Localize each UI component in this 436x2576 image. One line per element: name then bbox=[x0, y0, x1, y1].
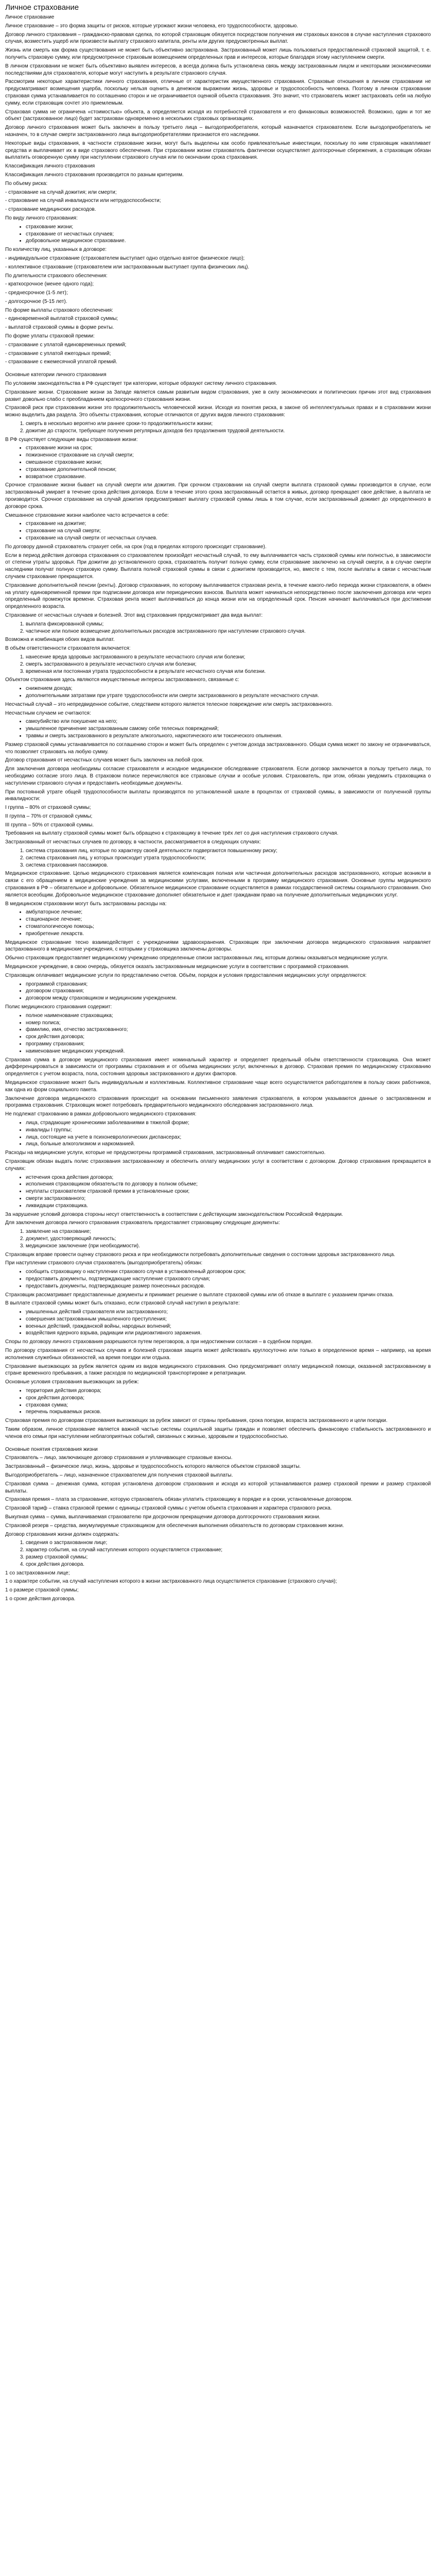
paragraph: Медицинское страхование тесно взаимодействует с учреждениями здравоохранения. Страховщик при заключении договора медицинского страхования направляет застрахованного в медицинские учреждения, с которыми у страховщика заключены договоры. bbox=[5, 939, 431, 953]
bulleted-list bbox=[5, 224, 431, 245]
list-item: • ликвидации страховщика. bbox=[26, 1202, 431, 1210]
list-item: • страхование дополнительной пенсии; bbox=[26, 466, 431, 473]
list-item: • военных действий, гражданской войны, народных волнений; bbox=[26, 1323, 431, 1330]
list-item: 2. система страхования лиц, у которых происходит утрата трудоспособности; bbox=[26, 855, 431, 862]
bulleted-list bbox=[5, 685, 431, 700]
list-item: 4. срок действия договора. bbox=[26, 1561, 431, 1568]
bulleted-list bbox=[5, 1174, 431, 1210]
paragraph: I группа – 80% от страховой суммы; bbox=[5, 805, 91, 811]
list-item: 3. система страхования пассажиров. bbox=[26, 862, 431, 869]
list-item: 2. документ, удостоверяющий личность; bbox=[26, 1235, 431, 1243]
list-item: 2. характер события, на случай наступления которого осуществляется страхование; bbox=[26, 1547, 431, 1554]
paragraph: Договор страхования от несчастных случаев может быть заключен на любой срок. bbox=[5, 757, 204, 764]
paragraph: По договору страхования от несчастных случаев и болезней страховая защита может действовать круглосуточно или только в определенное время – например, на время исполнения служебных обязанностей, на время поездки или отдыха. bbox=[5, 1348, 431, 1361]
list-item: 3. размер страховой суммы; bbox=[26, 1554, 431, 1561]
paragraph: По договору данной страхователь страхует себя, на срок (год в пределах которого происходит страхование). bbox=[5, 544, 267, 550]
section-spacer bbox=[5, 1442, 431, 1446]
list-item: • программу страхования; bbox=[26, 1041, 431, 1048]
paragraph: - страхование с уплатой единовременных премий; bbox=[5, 342, 127, 348]
numbered-list bbox=[5, 848, 431, 869]
paragraph: III группа – 50% от страховой суммы. bbox=[5, 822, 94, 828]
paragraph: Рассмотрим некоторые характеристики личного страхования, отличные от характеристик имущественного страхования. Страховые отношения в личном страховании не предусматривают возмещения ущерба, поскольку нельзя оценить в денежном выражении жизнь, здоровье и трудоспособность человека. Поэтому в личном страховании страховая сумма устанавливается по соглашению сторон и не ограничивается оценкой объекта страхования. Это значит, что страхователь может застраховать себя на любую сумму, если страховщик сочтет это приемлемым. bbox=[5, 79, 431, 106]
paragraph: Страховщик рассматривает предоставленные документы и принимает решение о выплате страховой суммы или об отказе в выплате с указанием причин отказа. bbox=[5, 1292, 394, 1298]
paragraph: Полис медицинского страхования содержит: bbox=[5, 1004, 112, 1010]
list-item: • амбулаторное лечение; bbox=[26, 909, 431, 916]
paragraph: Для заключения договора необходимы согласие страхователя и исходное медицинское обследование страхователя. Если договор заключается в пользу третьего лица, то необходимо согласие этого лица. В страховом полисе перечисляются все страховые случаи и особые условия. Страхователь, при этом, обязан уведомить страховщика о наступлении страхового случая и предоставить необходимые документы. bbox=[5, 766, 431, 786]
paragraph: Страховая премия по договорам страхования выезжающих за рубеж зависит от страны пребывания, срока поездки, возраста застрахованного и цели поездки. bbox=[5, 1418, 388, 1424]
paragraph: По длительности страхового обеспечения: bbox=[5, 273, 108, 279]
bulleted-list bbox=[5, 1012, 431, 1055]
list-item: • договором страхования; bbox=[26, 988, 431, 995]
paragraph: Страхователь – лицо, заключающее договор страхования и уплачивающее страховые взносы. bbox=[5, 1455, 233, 1461]
numbered-list bbox=[5, 621, 431, 635]
paragraph: Расходы на медицинские услуги, которые не предусмотрены программой страхования, застрахованный оплачивает самостоятельно. bbox=[5, 1150, 326, 1156]
list-item: 1. сведения о застрахованном лице; bbox=[26, 1539, 431, 1547]
list-item: • стоматологическую помощь; bbox=[26, 923, 431, 930]
paragraph: Медицинское страхование. Целью медицинского страхования является компенсация полная или частичная дополнительных расходов застрахованного, которые возникли в связи с его обращением в медицинские учреждения за медицинскими услугами, включенными в программу медицинского страхования. Основные группы медицинского страхования в РФ – обязательное и добровольное. Обязательное медицинское страхование осуществляется в рамках государственной системы социального страхования. Оно является всеобщим. Добровольное медицинское страхование дополняет обязательное и дает гражданам право на получение дополнительных медицинских услуг. bbox=[5, 871, 431, 898]
paragraph: II группа – 70% от страховой суммы; bbox=[5, 813, 93, 819]
paragraph: Страховая сумма – денежная сумма, которая установлена договором страхования и исходя из которой устанавливаются размер страховой премии и размер страховой выплаты. bbox=[5, 1481, 431, 1494]
list-item: • страхование на дожитие; bbox=[26, 520, 431, 528]
paragraph: - единовременной выплатой страховой суммы; bbox=[5, 316, 118, 322]
paragraph: - долгосрочное (5-15 лет). bbox=[5, 298, 67, 304]
paragraph: Медицинское учреждение, в свою очередь, обязуется оказать застрахованным медицинские услуги в соответствии с программой страхования. bbox=[5, 964, 350, 970]
paragraph: Споры по договору личного страхования разрешаются путем переговоров, а при недостижении согласия – в судебном порядке. bbox=[5, 1339, 313, 1345]
paragraph: Если в период действия договора страхования со страхователем произойдет несчастный случай, то ему выплачивается часть страховой суммы или полностью, в зависимости от степени утраты здоровья. При дожитии до установленного срока, страхователь получит полную сумму, если страхование заключено на случай смерти, а в случае смерти наследники получат полную страховую сумму. Выплата полной страховой суммы в связи с дожитием производится, но, вместе с тем, после выплаты в связи с несчастным случаем страхование прекращается. bbox=[5, 552, 431, 580]
list-item: • исполнения страховщиком обязательств по договору в полном объеме; bbox=[26, 1181, 431, 1188]
list-item: 2. дожитие до старости, требующее получения регулярных доходов без продолжения трудовой деятельности. bbox=[26, 428, 431, 435]
paragraph: - страхование с уплатой ежегодных премий; bbox=[5, 350, 111, 357]
paragraph: Страховой риск при страховании жизни это продолжительность человеческой жизни. Исходя из понятия риска, в законе об интеллектуальных правах и в страховании жизни можно выделить два раздела. Это объекты страхования, которые отличаются от других видов личного страхования: bbox=[5, 405, 431, 418]
list-item: • воздействия ядерного взрыва, радиации или радиоактивного заражения. bbox=[26, 1330, 431, 1337]
paragraph: Для заключения договора личного страхования страхователь предоставляет страховщику следующие документы: bbox=[5, 1220, 280, 1226]
bulleted-list bbox=[5, 1268, 431, 1290]
paragraph: Требования на выплату страховой суммы может быть обращено к страховщику в течение трёх лет со дня наступления страхового случая. bbox=[5, 831, 339, 837]
list-item: • предоставить документы, подтверждающие наступление страхового случая; bbox=[26, 1276, 431, 1283]
paragraph: В выплате страховой суммы может быть отказано, если страховой случай наступил в результате: bbox=[5, 1300, 240, 1307]
list-item: • неуплаты страхователем страховой премии в установленные сроки; bbox=[26, 1188, 431, 1195]
paragraph: 1 о характере событии, на случай наступления которого в жизни застрахованного лица осуществляется страхование (страхового случая); bbox=[5, 1579, 337, 1585]
list-item: • смешанное страхование жизни; bbox=[26, 459, 431, 466]
paragraph: 1 о сроке действия договора. bbox=[5, 1596, 76, 1602]
paragraph: Заключение договора медицинского страхования происходит на основании письменного заявления страхователя, в котором указываются данные о застрахованном и программа страхования. Страховщик может потребовать предварительного медицинского обследования застрахованного лица. bbox=[5, 1095, 431, 1109]
paragraph: 1 о размере страховой суммы; bbox=[5, 1587, 79, 1594]
list-item: • смерти застрахованного; bbox=[26, 1195, 431, 1202]
paragraph: 1 со застрахованном лице; bbox=[5, 1570, 70, 1576]
paragraph: Страхование жизни. Страхование жизни за Западе является самым развитым видом страхования, уже в силу экономических и политических причин этот вид страхования развит довольно слабо с преобладанием краткосрочного страхования жизни. bbox=[5, 389, 431, 402]
list-item: • умышленное причинение застрахованным самому себе телесных повреждений; bbox=[26, 725, 431, 733]
list-item: • срок действия договора; bbox=[26, 1033, 431, 1041]
numbered-list bbox=[5, 1539, 431, 1568]
paragraph: Личное страхование – это форма защиты от рисков, которые угрожают жизни человека, его трудоспособности, здоровью. bbox=[5, 23, 298, 29]
list-item: • приобретение лекарств. bbox=[26, 930, 431, 938]
list-item: • страхование жизни; bbox=[26, 224, 431, 231]
list-item: • дополнительными затратами при утрате трудоспособности или смерти застрахованного в результате несчастного случая. bbox=[26, 692, 431, 700]
paragraph: Страхование выезжающих за рубеж является одним из видов медицинского страхования. Оно предусматривает оплату медицинской помощи, оказанной застрахованному в стране временного пребывания, а также расходов по медицинской транспортировке и репатриации. bbox=[5, 1363, 431, 1377]
list-item: • стационарное лечение; bbox=[26, 916, 431, 923]
list-item: 2. частичное или полное возмещение дополнительных расходов застрахованного при наступлении страхового случая. bbox=[26, 628, 431, 635]
list-item: 3. временная или постоянная утрата трудоспособности в результате несчастного случая или болезни. bbox=[26, 668, 431, 675]
paragraph: Классификация личного страхования производится по разным критериям. bbox=[5, 172, 184, 178]
paragraph: - краткосрочное (менее одного года); bbox=[5, 281, 94, 287]
paragraph: - страхование медицинских расходов. bbox=[5, 207, 96, 213]
paragraph: - страхование с ежемесячной уплатой премий. bbox=[5, 359, 117, 365]
list-item: • программой страхования; bbox=[26, 981, 431, 988]
paragraph: Срочное страхование жизни бывает на случай смерти или дожития. При срочном страховании на случай смерти выплата страховой суммы производится в случае, если застрахованный умирает в течение срока действия договора. Если в течение этого срока застрахованный остается в живых, договор прекращает свое действие, а выплата не производится. Срочное страхование на случай дожития предусматривает выплату страховой суммы лишь в том случае, если застрахованный доживет до определенного в договоре срока. bbox=[5, 482, 431, 510]
list-item: • полное наименование страховщика; bbox=[26, 1012, 431, 1020]
paragraph: По форме уплаты страховой премии: bbox=[5, 333, 95, 340]
list-item: 2. смерть застрахованного в результате несчастного случая или болезни; bbox=[26, 661, 431, 668]
paragraph: Страховая премия – плата за страхование, которую страхователь обязан уплатить страховщику в порядке и в сроки, установленные договором. bbox=[5, 1497, 353, 1503]
list-item: 1. выплата фиксированной суммы; bbox=[26, 621, 431, 628]
paragraph: Застрахованный от несчастных случаев по договору, в частности, рассматривается в следующих случаях: bbox=[5, 839, 261, 845]
paragraph: Таким образом, личное страхование является важной частью системы социальной защиты граждан и позволяет обеспечить финансовую стабильность застрахованного и членов его семьи при наступлении неблагоприятных событий, связанных с жизнью, здоровьем и трудоспособностью. bbox=[5, 1427, 431, 1439]
section-spacer bbox=[5, 367, 431, 371]
list-item: 1. заявление на страхование; bbox=[26, 1228, 431, 1235]
numbered-list bbox=[5, 1228, 431, 1249]
paragraph: В личном страховании не может быть объективно выявлен интересов, а всегда должна быть установлена связь между застрахованным лицом и некоторыми экономическими последствиями для страхователя, которые могут наступить в результате страхового случая. bbox=[5, 63, 431, 76]
paragraph: Договор страхования жизни должен содержать: bbox=[5, 1531, 120, 1537]
paragraph: Размер страховой суммы устанавливается по соглашению сторон и может быть определен с учетом дохода застрахованного. Общая сумма может по закону не ограничиваться, что позволяет страховать на любую сумму. bbox=[5, 741, 431, 755]
paragraph: По объему риска: bbox=[5, 180, 48, 187]
list-item: • страхование на случай смерти; bbox=[26, 528, 431, 535]
list-item: • фамилию, имя, отчество застрахованного; bbox=[26, 1026, 431, 1033]
list-item: • лица, состоящие на учете в психоневрологических диспансерах; bbox=[26, 1134, 431, 1141]
list-item: • инвалиды I группы; bbox=[26, 1127, 431, 1134]
bulleted-list bbox=[5, 445, 431, 480]
paragraph: По виду личного страхования: bbox=[5, 215, 78, 221]
paragraph: Личное страхование bbox=[5, 14, 55, 20]
list-item: 1. нанесение вреда здоровью застрахованного в результате несчастного случая или болезни; bbox=[26, 654, 431, 661]
list-item: • истечения срока действия договора; bbox=[26, 1174, 431, 1181]
list-item: 1. система страхования лиц, которые по характеру своей деятельности подвергаются повышенному риску; bbox=[26, 848, 431, 855]
list-item: • добровольное медицинское страхование. bbox=[26, 238, 431, 245]
paragraph: Медицинское страхование может быть индивидуальным и коллективным. Коллективное страхование чаще всего осуществляется работодателем в пользу своих работников, как одна из форм социального пакета. bbox=[5, 1079, 431, 1093]
paragraph: Страховой резерв – средства, аккумулируемые страховщиком для обеспечения выполнения обязательств по договорам страхования жизни. bbox=[5, 1522, 344, 1529]
list-item: • сообщить страховщику о наступлении страхового случая в установленный договором срок; bbox=[26, 1268, 431, 1276]
bulleted-list bbox=[5, 1120, 431, 1148]
list-item: • лица, больные алкоголизмом и наркоманией. bbox=[26, 1141, 431, 1148]
list-item: • перечень покрываемых рисков. bbox=[26, 1409, 431, 1416]
list-item: • территория действия договора; bbox=[26, 1387, 431, 1395]
paragraph: - среднесрочное (1-5 лет); bbox=[5, 290, 68, 296]
paragraph: Страховой тариф – ставка страховой премии с единицы страховой суммы с учетом объекта страхования и характера страхового риска. bbox=[5, 1505, 332, 1512]
paragraph: Несчастный случай – это непредвиденное событие, следствием которого является телесное повреждение или смерть застрахованного. bbox=[5, 701, 333, 707]
list-item: • умышленных действий страхователя или застрахованного; bbox=[26, 1309, 431, 1316]
page-title: Личное страхование bbox=[5, 3, 79, 12]
bulleted-list bbox=[5, 981, 431, 1002]
paragraph: По количеству лиц, указанных в договоре: bbox=[5, 247, 107, 253]
bulleted-list bbox=[5, 1387, 431, 1416]
list-item: • совершения застрахованным умышленного преступления; bbox=[26, 1316, 431, 1323]
paragraph: Объектом страхования здесь являются имущественные интересы застрахованного, связанные с: bbox=[5, 677, 239, 683]
paragraph: Возможна и комбинация обоих видов выплат. bbox=[5, 637, 115, 643]
list-item: • страхование жизни на срок; bbox=[26, 445, 431, 452]
paragraph: По форме выплаты страхового обеспечения: bbox=[5, 307, 113, 313]
paragraph: Страхование дополнительной пенсии (ренты). Договор страхования, по которому выплачивается страховая рента, в течение какого-либо периода жизни страхователя, в обмен на уплату единовременной премии при подписании договора или периодических взносов. Выплата может начинаться непосредственно после заключения договора или через определенный промежуток времени. Страховая рента может выплачиваться до конца жизни или на определенный срок. Пенсия начинает выплачиваться при достижении определенного возраста. bbox=[5, 582, 431, 610]
list-item: • срок действия договора; bbox=[26, 1395, 431, 1402]
paragraph: В РФ существует следующие виды страхования жизни: bbox=[5, 436, 138, 443]
paragraph: Основные условия страхования выезжающих за рубеж: bbox=[5, 1379, 139, 1385]
paragraph: Страховщик оплачивает медицинские услуги по представлению счетов. Объём, порядок и условия предоставления медицинских услуг определяются: bbox=[5, 972, 367, 978]
list-item: • номер полиса; bbox=[26, 1020, 431, 1027]
paragraph: - страхование на случай инвалидности или нетрудоспособности; bbox=[5, 198, 161, 204]
paragraph: - индивидуальное страхование (страхователем выступает одно отдельно взятое физическое лицо); bbox=[5, 255, 245, 261]
list-item: • пожизненное страхование на случай смерти; bbox=[26, 452, 431, 459]
paragraph: Не подлежат страхованию в рамках добровольного медицинского страхования: bbox=[5, 1111, 197, 1117]
list-item: • страховая сумма; bbox=[26, 1402, 431, 1409]
bulleted-list bbox=[5, 1309, 431, 1337]
paragraph: Застрахованный – физическое лицо, жизнь, здоровье и трудоспособность которого являются объектом страховой защиты. bbox=[5, 1464, 301, 1470]
list-item: • страхование на случай смерти от несчастных случаев. bbox=[26, 535, 431, 542]
list-item: • предоставить документы, подтверждающие размер понесенных расходов. bbox=[26, 1283, 431, 1290]
list-item: • травмы и смерть застрахованного в результате алкогольного, наркотического или токсического опьянения. bbox=[26, 733, 431, 740]
paragraph: Обычно страховщик предоставляет медицинскому учреждению определенные списки застрахованных лиц, которым должны оказываться медицинские услуги. bbox=[5, 955, 389, 961]
list-item: • страхование от несчастных случаев; bbox=[26, 231, 431, 238]
paragraph: Страхование от несчастных случаев и болезней. Этот вид страхования предусматривает два вида выплат: bbox=[5, 612, 263, 618]
paragraph: Жизнь или смерть как форма существования не может быть объективно застрахована. Застрахованный может лишь пользоваться предоставленной страховой защитой, т. е. получить страховую сумму, или предусмотренное страховым возмещением определенных прав и интересов, которые благодаря этому наступлением смерти. bbox=[5, 47, 431, 60]
paragraph: Договор личного страхования – гражданско-правовая сделка, по которой страховщик обязуется посредством получения им страховых взносов в случае наступления страхового случая, возместить ущерб или произвести выплату страхового капитала, ренты или других предусмотренных выплат. bbox=[5, 31, 431, 45]
paragraph: При постоянной утрате общей трудоспособности выплаты производятся по установленной шкале в процентах от страховой суммы, в зависимости от полученной группы инвалидности: bbox=[5, 789, 431, 802]
numbered-list bbox=[5, 654, 431, 675]
paragraph: Страховщик обязан выдать полис страхования застрахованному и обеспечить оплату медицинских услуг в соответствии с договором. Договор страхования прекращается в случаях: bbox=[5, 1158, 431, 1172]
bulleted-list bbox=[5, 909, 431, 937]
paragraph: Выгодоприобретатель – лицо, назначенное страхователем для получения страховой выплаты. bbox=[5, 1472, 233, 1479]
bulleted-list bbox=[5, 520, 431, 541]
list-item: 3. медицинское заключение (при необходимости). bbox=[26, 1243, 431, 1250]
paragraph: Страховая сумма не ограничена «стоимостью» объекта, а определяется исходя из потребностей страхователя и его финансовых возможностей. Возможно, один и тот же объект (застрахованное лицо) будет застрахован одновременно в нескольких страховых организациях. bbox=[5, 109, 431, 122]
paragraph: Выкупная сумма – сумма, выплачиваемая страхователю при досрочном прекращении договора долгосрочного страхования жизни. bbox=[5, 1514, 321, 1520]
list-item: • возвратное страхование. bbox=[26, 473, 431, 481]
paragraph: Смешанное страхование жизни наиболее часто встречается в себе: bbox=[5, 512, 169, 518]
paragraph: В медицинском страховании могут быть застрахованы расходы на: bbox=[5, 901, 167, 907]
paragraph: Основные понятия страхования жизни bbox=[5, 1446, 98, 1452]
paragraph: Классификация личного страхования bbox=[5, 163, 95, 170]
paragraph: Страховщик вправе провести оценку страхового риска и при необходимости потребовать дополнительные сведения о состоянии здоровья застрахованного лица. bbox=[5, 1251, 395, 1258]
numbered-list bbox=[5, 420, 431, 435]
list-item: • договором между страховщиком и медицинским учреждением. bbox=[26, 995, 431, 1002]
list-item: • снижением дохода; bbox=[26, 685, 431, 692]
paragraph: При наступлении страхового случая страхователь (выгодоприобретатель) обязан: bbox=[5, 1260, 203, 1266]
list-item: • наименование медицинских учреждений. bbox=[26, 1048, 431, 1055]
bulleted-list bbox=[5, 718, 431, 739]
document-body bbox=[5, 14, 431, 1603]
paragraph: - выплатой страховой суммы в форме ренты. bbox=[5, 325, 114, 331]
list-item: • лица, страдающие хроническими заболеваниями в тяжелой форме; bbox=[26, 1120, 431, 1127]
paragraph: Страховая сумма в договоре медицинского страхования имеет номинальный характер и определяет предельный объём ответственности страховщика. Она может дифференцироваться в зависимости от программы страхования и от объема медицинских услуг, включенных в договор. Страховая премия по медицинскому страхованию определяется с учетом возраста, пола, состояния здоровья застрахованного и других факторов. bbox=[5, 1057, 431, 1077]
paragraph: Некоторые виды страхования, в частности страхование жизни, могут быть выделены как особо привлекательные инвестиции, поскольку по ним страховщик накапливает средства и выплачивает их в виде страхового обеспечения. При страховании жизни страхователь фактически осуществляет долгосрочные сбережения, а страховщик обязан выплатить оговоренную сумму при наступлении страхового случая или по окончании срока страхования. bbox=[5, 140, 431, 161]
paragraph: Договор личного страхования может быть заключен в пользу третьего лица – выгодоприобретателя, который назначается страхователем. Если выгодоприобретатель не назначен, то в случае смерти застрахованного лица выгодоприобретателями признаются его наследники. bbox=[5, 125, 431, 138]
paragraph: Основные категории личного страхования bbox=[5, 372, 107, 378]
paragraph: В объём ответственности страхователя включается: bbox=[5, 646, 131, 652]
paragraph: За нарушение условий договора стороны несут ответственность в соответствии с действующим законодательством Российской Федерации. bbox=[5, 1211, 343, 1217]
paragraph: - страхование на случай дожития; или смерти; bbox=[5, 189, 117, 195]
paragraph: Несчастным случаем не считаются: bbox=[5, 710, 91, 716]
list-item: 1. смерть в несколько вероятно или раннее сроки-то продолжительности жизни; bbox=[26, 420, 431, 428]
paragraph: - коллективное страхование (страхователем или застрахованным выступает группа физических лиц). bbox=[5, 264, 250, 270]
paragraph: По условиям законодательства в РФ существует три категории, которые образуют систему личного страхования. bbox=[5, 381, 277, 387]
list-item: • самоубийство или покушение на него; bbox=[26, 718, 431, 725]
